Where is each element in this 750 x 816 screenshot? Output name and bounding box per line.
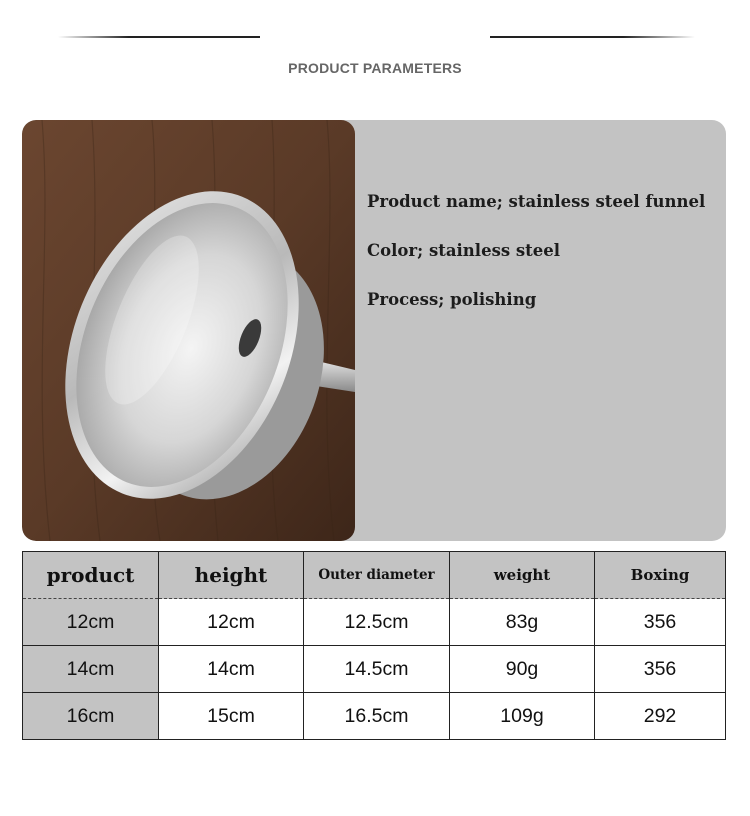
cell-boxing: 292 [595, 693, 726, 740]
cell-height: 12cm [159, 599, 304, 646]
table-header-row [23, 552, 726, 599]
cell-height: 15cm [159, 693, 304, 740]
cell-outer-diameter: 12.5cm [304, 599, 450, 646]
header-height: height [159, 552, 304, 599]
spec-product-name: Product name; stainless steel funnel [367, 192, 706, 211]
spec-color: Color; stainless steel [367, 241, 561, 260]
cell-weight: 109g [450, 693, 595, 740]
cell-boxing: 356 [595, 646, 726, 693]
header-outer-diameter: Outer diameter [304, 552, 450, 599]
spec-process: Process; polishing [367, 290, 537, 309]
header-rule-left [58, 36, 260, 38]
cell-height: 14cm [159, 646, 304, 693]
page-title: PRODUCT PARAMETERS [288, 60, 462, 76]
table-row [23, 646, 726, 693]
cell-weight: 83g [450, 599, 595, 646]
product-panel [22, 120, 726, 541]
table-row [23, 693, 726, 740]
header-boxing: Boxing [595, 552, 726, 599]
cell-outer-diameter: 16.5cm [304, 693, 450, 740]
table-row [23, 599, 726, 646]
cell-outer-diameter: 14.5cm [304, 646, 450, 693]
header-rule-right [490, 36, 695, 38]
header-product: product [23, 552, 159, 599]
cell-product: 14cm [23, 646, 159, 693]
product-photo [22, 120, 355, 541]
cell-product: 16cm [23, 693, 159, 740]
cell-product: 12cm [23, 599, 159, 646]
cell-boxing: 356 [595, 599, 726, 646]
cell-weight: 90g [450, 646, 595, 693]
header-weight: weight [450, 552, 595, 599]
parameters-table [22, 551, 726, 740]
spec-list [367, 192, 705, 339]
